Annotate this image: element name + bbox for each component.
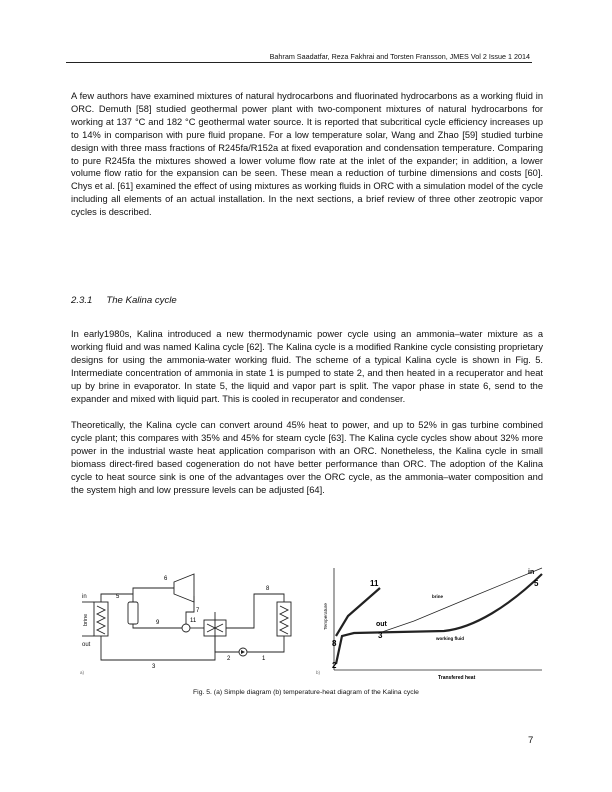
state-6: 6 (164, 576, 168, 582)
label-brine: brine (83, 613, 89, 626)
mixer (182, 624, 190, 632)
label-a: a) (80, 670, 85, 675)
state-8: 8 (266, 586, 270, 592)
label-b: b) (316, 670, 321, 675)
section-title: The Kalina cycle (106, 295, 177, 306)
figure-caption: Fig. 5. (a) Simple diagram (b) temperature-heat diagram of the Kalina cycle (193, 689, 419, 696)
state-2: 2 (332, 661, 337, 670)
running-head: Bahram Saadatfar, Reza Fakhrai and Torsten Fransson, JMES Vol 2 Issue 1 2014 (269, 52, 530, 61)
y-axis-label: Temperature (324, 603, 329, 630)
section-heading (71, 295, 177, 306)
state-9: 9 (156, 620, 160, 626)
state-5: 5 (534, 579, 539, 588)
state-7: 7 (196, 608, 200, 614)
state-2: 2 (227, 656, 231, 662)
page-number: 7 (528, 735, 534, 746)
state-1: 1 (262, 656, 266, 662)
brine-curve (382, 568, 542, 632)
evaporator (94, 602, 108, 636)
state-3: 3 (378, 631, 383, 640)
label-out: out (82, 642, 91, 648)
label-working-fluid: working fluid (436, 636, 464, 641)
label-brine: brine (432, 594, 444, 599)
paragraph-kalina-performance: Theoretically, the Kalina cycle can convert around 45% heat to power, and up to 52% in gas turbine combined cycle plant; this compares with 35% and 45% for steam cycle [63]. The Kalina cycle cycles show about 32% more power in the industrial waste heat application comparison with an ORC. Nonetheless, the Kalina cycle in small biomass direct-fired based cogeneration do not have better performance than ORC. The adoption of the Kalina cycle to heat source sink is one of the advantages over the ORC cycle, as the ammonia–water composition and the system high and low pressure levels can be adjusted [64]. (71, 420, 543, 495)
x-axis-label: Transfered heat (438, 675, 476, 681)
condenser (277, 602, 291, 636)
label-in: in (82, 594, 87, 600)
working-fluid-curve (336, 574, 542, 664)
section-number: 2.3.1 (71, 295, 93, 306)
state-8: 8 (332, 639, 337, 648)
state-11: 11 (370, 579, 379, 588)
state-5: 5 (116, 594, 120, 600)
paragraph-zeotropic-mixtures: A few authors have examined mixtures of natural hydrocarbons and fluorinated hydrocarbons as a working fluid in ORC. Demuth [58] studied geothermal power plant with two-component mixtures of natural hydrocarbons for working at 137 °C and 182 °C geothermal water source. It is reported that subcritical cycle efficiency increases up to 14% in comparison with pure fluid propane. For a low temperature solar, Wang and Zhao [59] studied turbine design with three mass fractions of R245fa/R152a at fixed evaporation and condensation temperature. Comparing to pure R245fa the mixtures showed a lower volume flow rate at the inlet of the expander; in addition, a lower volume flow ratio for the expansion can be seen. These mean a reduction of turbine dimensions and costs [60]. Chys et al. [61] examined the effect of using mixtures as working fluids in ORC with a simulation model of the cycle including all elements of an actual installation. In the next sections, a brief review of three other zeotropic vapor cycles is described. (71, 91, 543, 218)
recuperator-curve (336, 588, 380, 636)
label-in: in (528, 569, 535, 576)
state-3: 3 (152, 664, 156, 670)
state-11: 11 (190, 618, 197, 624)
label-out: out (376, 621, 387, 628)
header-rule (66, 62, 532, 63)
temperature-heat-diagram (314, 566, 544, 682)
paragraph-kalina-intro: In early1980s, Kalina introduced a new thermodynamic power cycle using an ammonia–water mixture as a working fluid and was named Kalina cycle [62]. The Kalina cycle is a modified Rankine cycle consisting proprietary designs for using the ammonia-water working fluid. The scheme of a typical Kalina cycle is shown in Fig. 5. Intermediate concentration of ammonia in state 1 is pumped to state 2, and then heated in a recuperator and heat up by brine in evaporator. In state 5, the liquid and vapor part is split. The vapor phase in state 6, send to the expander and mixed with liquid part. This is cooled in recuperator and condenser. (71, 329, 543, 404)
turbine (174, 574, 194, 602)
kalina-cycle-diagram (76, 568, 306, 678)
separator (128, 602, 138, 624)
